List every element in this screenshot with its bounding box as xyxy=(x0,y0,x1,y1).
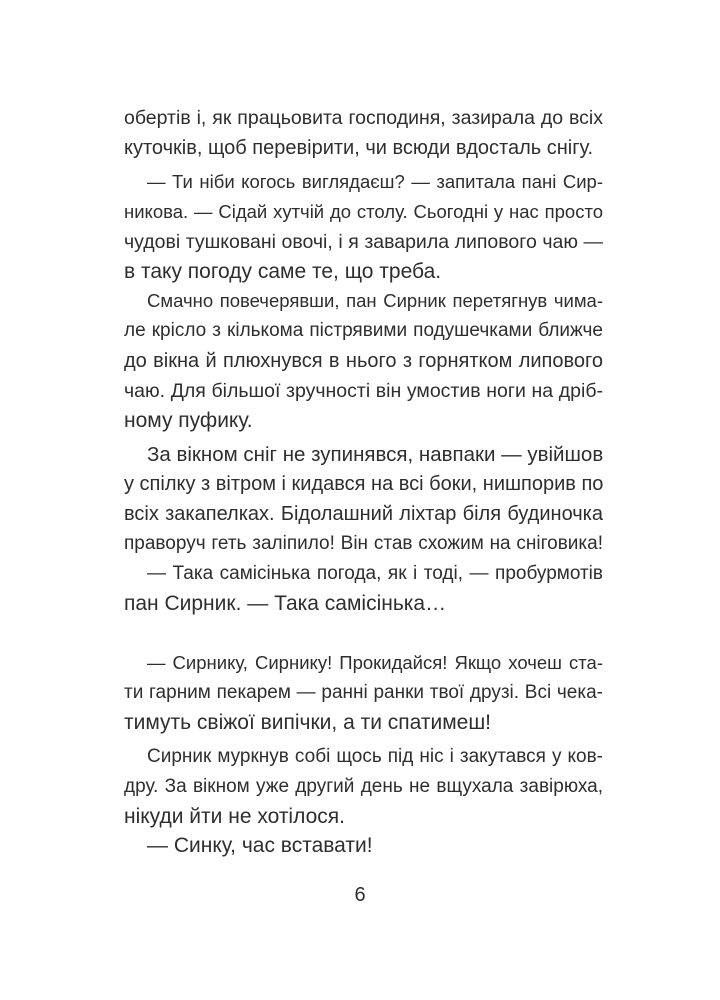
text-line: ле крісло з кількома пістрявими подушечками ближче xyxy=(124,320,603,341)
text-line: чудові тушковані овочі, і я заварила липового чаю — xyxy=(124,231,603,253)
text-line: Сирник муркнув собі щось під ніс і закутався у ков- xyxy=(147,746,603,767)
text-line: обертів і, як працьовита господиня, зазирала до всіх xyxy=(124,107,603,129)
text-line: куточків, щоб перевірити, чи всюди вдосталь снігу. xyxy=(124,137,594,159)
text-line: ти гарним пекарем — ранні ранки твої друзі. Всі чека- xyxy=(124,682,603,703)
text-line: — Синку, час вставати! xyxy=(147,834,373,857)
text-line: до вікна й плюхнувся в нього з горнятком липового xyxy=(124,350,603,372)
text-line: пан Сирник. — Така самісінька… xyxy=(124,592,447,615)
text-line: тимуть свіжої випічки, а ти спатимеш! xyxy=(124,711,492,734)
text-line: нікуди йти не хотілося. xyxy=(124,805,345,828)
text-line: чаю. Для більшої зручності він умостив ноги на дріб- xyxy=(124,380,603,402)
text-line: у спілку з вітром і кидався на всі боки, нишпорив по xyxy=(124,473,604,495)
text-line: Смачно повечерявши, пан Сирник перетягнув чима- xyxy=(147,290,603,311)
text-line: всіх закапелках. Бідолашний ліхтар біля будиночка xyxy=(124,503,603,525)
text-line: — Така самісінька погода, як і тоді, — пробурмотів xyxy=(147,563,603,584)
text-line: За вікном сніг не зупинявся, навпаки — увійшов xyxy=(147,443,604,466)
text-line: праворуч геть заліпило! Він став схожим на сніговика! xyxy=(124,533,603,554)
page-number: 6 xyxy=(354,884,366,906)
text-line: в таку погоду саме те, що треба. xyxy=(124,260,442,283)
text-line: никова. — Сідай хутчій до столу. Сьогодні у нас просто xyxy=(124,201,603,222)
text-line: ному пуфику. xyxy=(124,409,253,432)
text-line: дру. За вікном уже другий день не вщухала завірюха, xyxy=(124,776,603,797)
text-line: — Ти ніби когось виглядаєш? — запитала пані Сир- xyxy=(147,171,603,192)
text-line: — Сирнику, Сирнику! Прокидайся! Якщо хочеш ста- xyxy=(147,652,603,673)
